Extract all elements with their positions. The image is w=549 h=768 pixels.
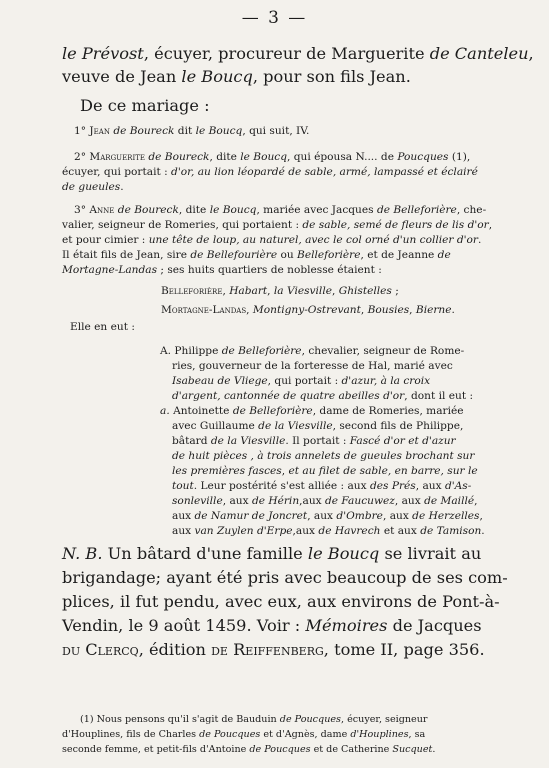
text-line: [172, 510, 483, 522]
text-segment: , aux: [307, 510, 337, 522]
text-segment: ,aux: [292, 525, 319, 537]
text-segment: , dont il eut :: [404, 390, 474, 402]
text-segment: , aux: [222, 495, 252, 507]
text-segment: plices, il fut pendu, avec eux, aux environs de Pont-à-: [62, 592, 500, 611]
italic-text: van Zuylen d'Erpe: [194, 525, 293, 537]
text-segment: A. Philippe: [160, 345, 222, 357]
text-line: [62, 67, 411, 86]
italic-text: Bousies: [367, 304, 410, 316]
text-line: [80, 96, 210, 115]
italic-text: de Herzelles: [412, 510, 480, 522]
small-caps-text: de Reiffenberg: [211, 640, 324, 659]
text-segment: .: [478, 234, 482, 246]
text-segment: , qui épousa N.... de: [287, 151, 398, 163]
italic-text: Bierne: [415, 304, 452, 316]
italic-text: de Namur de Joncret: [194, 510, 308, 522]
text-segment: ,: [281, 465, 289, 477]
italic-text: d'azur, à la croix: [341, 375, 431, 387]
text-segment: écuyer, qui portait :: [62, 166, 172, 178]
italic-text: Mémoires: [305, 616, 388, 635]
text-segment: , édition: [138, 640, 212, 659]
text-segment: ,: [409, 304, 416, 316]
italic-text: de gueules: [62, 181, 121, 193]
italic-text: le Boucq: [240, 151, 288, 163]
italic-text: de Belleforière: [376, 204, 457, 216]
text-segment: , dite: [209, 151, 241, 163]
text-segment: De ce mariage :: [80, 96, 210, 115]
text-line: [172, 525, 485, 537]
italic-text: de Maillé: [424, 495, 475, 507]
italic-text: de Boureck: [113, 125, 175, 137]
italic-text: des Prés: [369, 480, 416, 492]
italic-text: la Viesville: [273, 285, 332, 297]
text-segment: , chevalier, seigneur de Rome-: [301, 345, 465, 357]
italic-text: le Boucq: [209, 204, 257, 216]
text-line: [62, 640, 485, 659]
text-segment: , écuyer, seigneur: [340, 714, 428, 725]
text-segment: ,: [474, 495, 478, 507]
italic-text: de Bellefourière: [190, 249, 278, 261]
italic-text: le Boucq: [307, 544, 380, 563]
text-line: [172, 495, 477, 507]
text-segment: , écuyer, procureur de Marguerite: [143, 44, 430, 63]
text-segment: , aux: [394, 495, 425, 507]
text-line: [161, 285, 399, 297]
text-line: [62, 568, 508, 587]
text-segment: seconde femme, et petit-fils d'Antoine: [62, 744, 250, 755]
italic-text: Fascé d'or et d'azur: [349, 435, 456, 447]
text-segment: , dame de Romeries, mariée: [312, 405, 464, 417]
italic-text: de Boureck: [148, 151, 210, 163]
italic-text: d'or, au lion léopardé de sable, armé, lampassé et éclairé: [171, 166, 478, 178]
italic-text: de Poucques: [199, 729, 261, 740]
italic-text: d'As-: [444, 480, 472, 492]
small-caps-text: du Clercq: [62, 640, 139, 659]
italic-text: de Havrech: [318, 525, 381, 537]
italic-text: le Boucq: [181, 67, 253, 86]
text-segment: , che-: [456, 204, 487, 216]
text-segment: , sa: [408, 729, 426, 740]
italic-text: de Boureck: [117, 204, 179, 216]
italic-text: N. B.: [62, 544, 103, 563]
text-segment: de Jacques: [387, 616, 482, 635]
text-segment: et pour cimier :: [62, 234, 149, 246]
text-segment: , dite: [178, 204, 210, 216]
italic-text: le Prévost: [62, 44, 144, 63]
text-line: [74, 151, 470, 163]
italic-text: a.: [160, 405, 174, 417]
italic-text: de Canteleu: [429, 44, 529, 63]
italic-text: de: [437, 249, 451, 261]
text-segment: ; ses huits quartiers de noblesse étaient :: [157, 264, 382, 276]
italic-text: de Poucques: [249, 744, 311, 755]
text-segment: . Leur postérité s'est alliée : aux: [193, 480, 370, 492]
text-segment: .: [432, 744, 436, 755]
italic-text: de la Viesville: [258, 420, 333, 432]
italic-text: de Belleforière: [221, 345, 302, 357]
italic-text: de Poucques: [279, 714, 341, 725]
text-segment: et aux: [380, 525, 421, 537]
text-line: [161, 304, 455, 316]
page-number: — 3 —: [241, 8, 308, 28]
text-segment: Antoinette: [173, 405, 233, 417]
italic-text: sonleville: [172, 495, 223, 507]
italic-text: de la Viesville: [210, 435, 286, 447]
text-line: [62, 264, 382, 276]
small-caps-text: Marguerite: [89, 151, 145, 163]
italic-text: une tête de loup, au naturel, avec le col orné d'un collier d'or: [148, 234, 478, 246]
text-segment: 1°: [74, 125, 90, 137]
small-caps-text: Belleforière: [161, 285, 223, 297]
text-segment: ,: [360, 304, 368, 316]
italic-text: Poucques: [397, 151, 449, 163]
text-segment: ,: [246, 304, 253, 316]
text-segment: .: [481, 525, 485, 537]
text-line: [172, 480, 471, 492]
text-segment: ,aux: [299, 495, 325, 507]
italic-text: Sucquet: [392, 744, 433, 755]
text-segment: ,: [488, 219, 493, 231]
text-line: [62, 592, 500, 611]
text-line: [74, 204, 486, 216]
text-line: [62, 181, 124, 193]
small-caps-text: Anne: [89, 204, 115, 216]
text-line: [62, 616, 482, 635]
text-segment: aux: [172, 510, 195, 522]
text-line: [172, 420, 463, 432]
text-line: [62, 166, 478, 178]
italic-text: Isabeau de Vliege: [172, 375, 268, 387]
text-segment: bâtard: [172, 435, 211, 447]
italic-text: d'Houplines: [350, 729, 409, 740]
text-segment: , aux: [382, 510, 413, 522]
italic-text: les premières fasces: [172, 465, 282, 477]
text-line: [74, 125, 309, 137]
footnote-line: [80, 714, 427, 725]
text-segment: , pour son fils Jean.: [252, 67, 411, 86]
text-segment: brigandage; ayant été pris avec beaucoup de ses com-: [62, 568, 508, 587]
text-line: [172, 360, 453, 372]
text-segment: avec Guillaume: [172, 420, 259, 432]
text-line: [62, 544, 481, 563]
text-line: [172, 375, 430, 387]
text-segment: ;: [391, 285, 399, 297]
italic-text: d'argent, cantonnée de quatre abeilles d'or: [172, 390, 405, 402]
footnote-line: [62, 744, 435, 755]
text-segment: , second fils de Philippe,: [332, 420, 464, 432]
text-segment: Un bâtard d'une famille: [102, 544, 308, 563]
text-segment: veuve de Jean: [62, 67, 182, 86]
italic-text: tout: [172, 480, 194, 492]
italic-text: de sable, semé de fleurs de lis d'or: [302, 219, 489, 231]
text-segment: Elle en eut :: [70, 321, 135, 333]
italic-text: d'Ombre: [336, 510, 383, 522]
italic-text: de Belleforière: [232, 405, 313, 417]
text-segment: dit: [174, 125, 196, 137]
text-segment: (1),: [448, 151, 471, 163]
text-segment: ou: [277, 249, 298, 261]
small-caps-text: Jean: [89, 125, 110, 137]
text-line: [160, 405, 464, 417]
text-segment: d'Houplines, fils de Charles: [62, 729, 200, 740]
text-segment: ,: [331, 285, 339, 297]
italic-text: Habart: [229, 285, 268, 297]
text-segment: (1) Nous pensons qu'il s'agit de Bauduin: [80, 714, 280, 725]
italic-text: Belleforière: [297, 249, 361, 261]
text-segment: 2°: [74, 151, 90, 163]
text-line: [160, 345, 464, 357]
italic-text: de Hérin: [251, 495, 300, 507]
italic-text: et au filet de sable, en barre, sur le: [288, 465, 478, 477]
italic-text: de Faucuwez: [325, 495, 395, 507]
text-segment: . Il portait :: [285, 435, 350, 447]
italic-text: de Tamison: [420, 525, 482, 537]
text-segment: , mariée avec Jacques: [256, 204, 377, 216]
text-segment: , et de Jeanne: [360, 249, 438, 261]
text-line: [62, 249, 451, 261]
small-caps-text: Mortagne-Landas: [161, 304, 247, 316]
text-segment: et d'Agnès, dame: [260, 729, 351, 740]
text-segment: .: [120, 181, 124, 193]
text-line: [172, 435, 456, 447]
text-segment: ,: [528, 44, 534, 63]
text-line: [62, 234, 481, 246]
text-segment: et de Catherine: [310, 744, 393, 755]
italic-text: de huit pièces , à trois annelets de gueules brochant sur: [172, 450, 475, 462]
text-segment: ,: [479, 510, 483, 522]
italic-text: le Boucq: [195, 125, 243, 137]
text-line: [172, 465, 478, 477]
text-segment: , tome II, page 356.: [323, 640, 485, 659]
italic-text: Mortagne-Landas: [62, 264, 158, 276]
text-segment: Il était fils de Jean, sire: [62, 249, 191, 261]
text-segment: ,: [267, 285, 274, 297]
text-segment: se livrait au: [379, 544, 482, 563]
italic-text: Montigny-Ostrevant: [252, 304, 361, 316]
text-line: [70, 321, 135, 333]
text-line: [62, 44, 534, 63]
text-segment: ,: [222, 285, 230, 297]
text-segment: ries, gouverneur de la forteresse de Hal, marié avec: [172, 360, 453, 372]
text-segment: valier, seigneur de Romeries, qui portaient :: [62, 219, 303, 231]
text-segment: , qui suit, IV.: [242, 125, 310, 137]
text-line: [172, 390, 473, 402]
text-segment: , aux: [415, 480, 445, 492]
text-segment: , qui portait :: [267, 375, 342, 387]
footnote-line: [62, 729, 425, 740]
text-line: [172, 450, 474, 462]
text-segment: Vendin, le 9 août 1459. Voir :: [62, 616, 306, 635]
text-segment: aux: [172, 525, 195, 537]
text-line: [62, 219, 492, 231]
text-segment: 3°: [74, 204, 90, 216]
italic-text: Ghistelles: [338, 285, 392, 297]
text-segment: .: [451, 304, 455, 316]
